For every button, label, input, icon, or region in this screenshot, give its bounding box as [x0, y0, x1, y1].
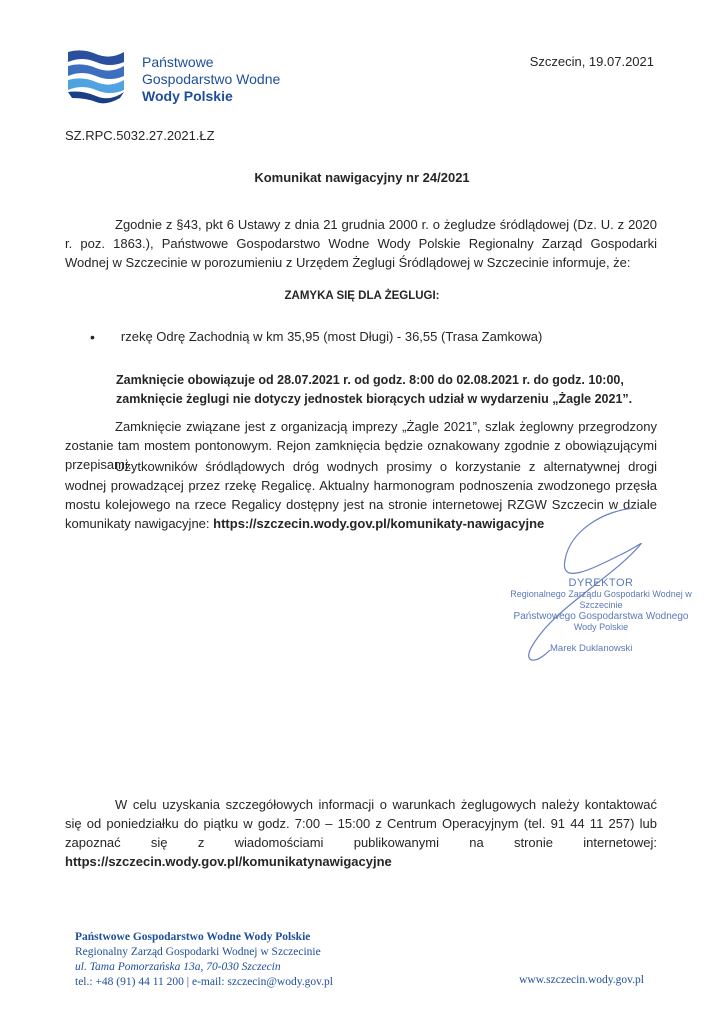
stamp-title: DYREKTOR	[568, 577, 634, 589]
contact-text: W celu uzyskania szczegółowych informacji o warunkach żeglugowych należy kontaktować się od poniedziałku do piątku w godz. 7:00 – 15:00 z Centrum Operacyjnym (tel. 91 44 11 257) lub zapoznać się z wiadomościami publikowanymi na stronie internetowej:	[65, 797, 657, 850]
footer-org-name: Państwowe Gospodarstwo Wodne Wody Polskie	[75, 931, 311, 943]
contact-paragraph	[65, 795, 657, 871]
wody-polskie-logo-icon	[66, 46, 126, 106]
reference-number: SZ.RPC.5032.27.2021.ŁZ	[65, 128, 215, 143]
contact-link[interactable]: https://szczecin.wody.gov.pl/komunikatynawigacyjne	[65, 854, 392, 869]
org-line-3: Wody Polskie	[142, 88, 233, 104]
document-date: Szczecin, 19.07.2021	[529, 54, 654, 69]
stamp-line-2: Regionalnego Zarządu Gospodarki Wodnej w Szczecinie	[510, 589, 692, 610]
footer-street: ul. Tama Pomorzańska 13a, 70-030 Szczecin	[75, 961, 281, 973]
stamp-line-3: Państwowego Gospodarstwa Wodnego	[513, 611, 689, 622]
director-stamp	[506, 578, 696, 654]
org-line-2: Gospodarstwo Wodne	[142, 71, 281, 87]
footer-website-link[interactable]: www.szczecin.wody.gov.pl	[519, 974, 644, 986]
event-info-paragraph: Zamknięcie związane jest z organizacją imprezy „Żagle 2021”, szlak żeglowny przegrodzony zostanie tam mostem pontonowym. Rejon zamknięcia będzie oznakowany zgodnie z obowiązującymi przepisami.	[65, 419, 657, 472]
document-title: Komunikat nawigacyjny nr 24/2021	[254, 170, 470, 185]
org-line-1: Państwowe	[142, 54, 214, 70]
navigation-notices-link[interactable]: https://szczecin.wody.gov.pl/komunikaty-nawigacyjne	[213, 516, 545, 531]
closure-note: Zamknięcie obowiązuje od 28.07.2021 r. od godz. 8:00 do 02.08.2021 r. do godz. 10:00, zamknięcie żeglugi nie dotyczy jednostek biorących udział w wydarzeniu „Żagle 2021”.	[116, 373, 633, 406]
signatory-name: Marek Duklanowski	[550, 643, 633, 654]
bullet-icon: •	[90, 329, 95, 345]
closure-bullet-item	[90, 329, 542, 345]
closure-bullet-text: rzekę Odrę Zachodnią w km 35,95 (most Długi) - 36,55 (Trasa Zamkowa)	[120, 329, 543, 344]
footer-unit: Regionalny Zarząd Gospodarki Wodnej w Szczecinie	[75, 946, 321, 958]
closure-heading: ZAMYKA SIĘ DLA ŻEGLUGI:	[284, 290, 440, 302]
organization-name	[142, 54, 280, 105]
footer-contact[interactable]: tel.: +48 (91) 44 11 200 | e-mail: szczecin@wody.gov.pl	[75, 976, 333, 988]
footer-address	[75, 930, 333, 990]
intro-paragraph: Zgodnie z §43, pkt 6 Ustawy z dnia 21 grudnia 2000 r. o żegludze śródlądowej (Dz. U. z 2020 r. poz. 1863.), Państwowe Gospodarstwo Wodne Wody Polskie Regionalny Zarząd Gospodarki Wodnej w Szczecinie w porozumieniu z Urzędem Żeglugi Śródlądowej w Szczecinie informuje, że:	[65, 217, 657, 270]
users-info-text: Użytkowników śródlądowych dróg wodnych prosimy o korzystanie z alternatywnej drogi wodnej prowadzącej przez rzekę Regalicę. Aktualny harmonogram podnoszenia zwodzonego przęsła mostu kolejowego na rzece Regalicy dostępny jest na stronie internetowej RZGW Szczecin w dziale komunikaty nawigacyjne:	[65, 459, 657, 531]
stamp-line-4: Wody Polskie	[573, 622, 629, 632]
